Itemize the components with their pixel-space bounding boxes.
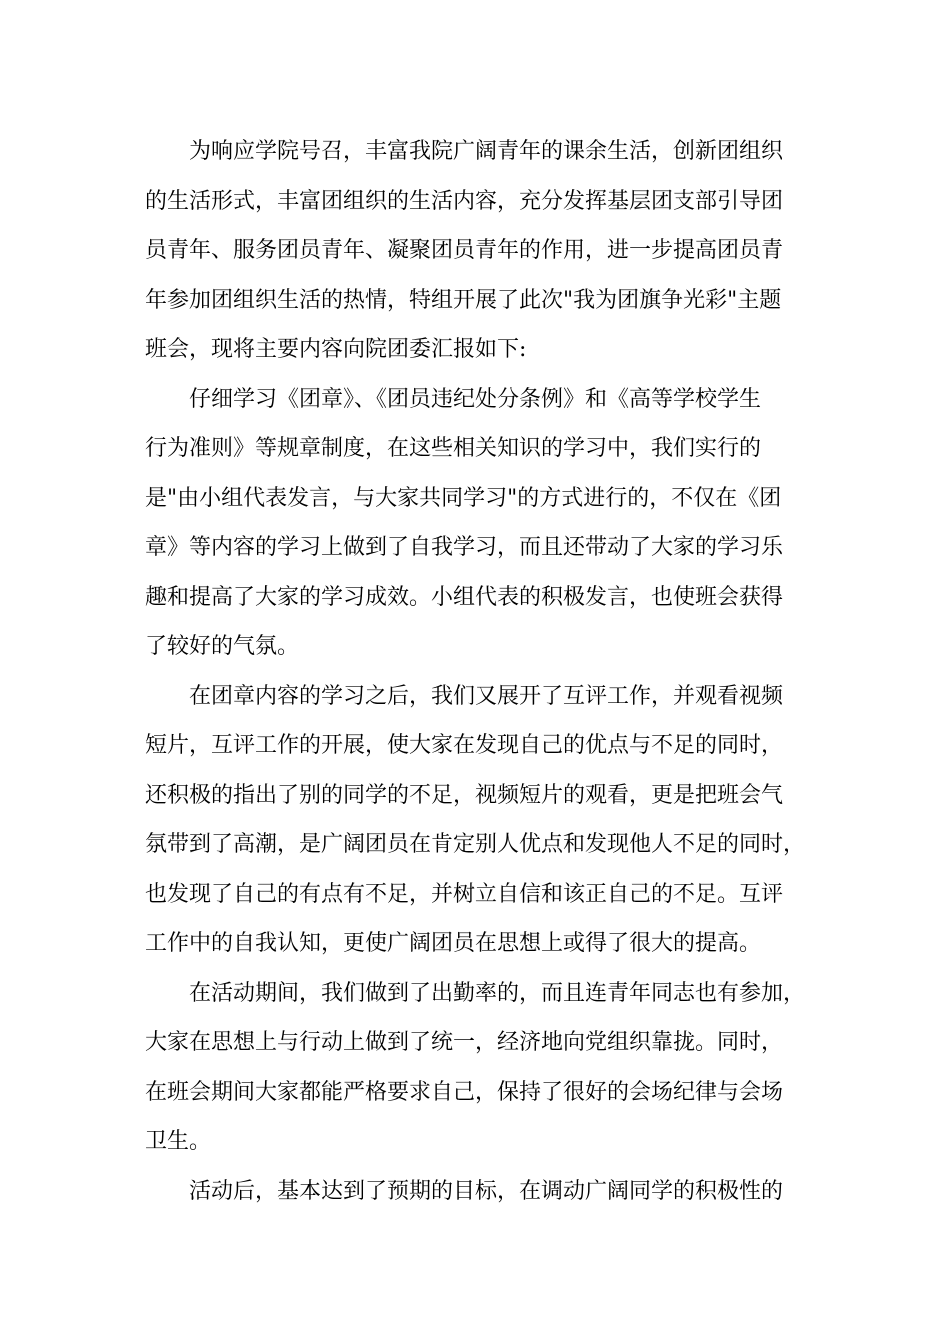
document-body <box>145 127 807 1216</box>
text-line: 章》等内容的学习上做到了自我学习，而且还带动了大家的学习乐 <box>145 535 784 560</box>
paragraph-3 <box>145 672 807 969</box>
text-line: 趣和提高了大家的学习成效。小组代表的积极发言，也使班会获得 <box>145 584 784 610</box>
text-line: 在团章内容的学习之后，我们又展开了互评工作，并观看视频 <box>189 683 784 709</box>
text-line: 卫生。 <box>145 1129 212 1154</box>
text-line: 为响应学院号召，丰富我院广阔青年的课余生活，创新团组织 <box>189 139 784 164</box>
text-line: 班会，现将主要内容向院团委汇报如下: <box>145 337 527 362</box>
text-line: 还积极的指出了别的同学的不足，视频短片的观看，更是把班会气 <box>145 782 784 808</box>
text-line: 在班会期间大家都能严格要求自己，保持了很好的会场纪律与会场 <box>145 1079 784 1105</box>
text-line: 了较好的气氛。 <box>145 634 300 659</box>
text-line: 大家在思想上与行动上做到了统一，经济地向党组织靠拢。同时， <box>145 1030 784 1055</box>
text-line: 年参加团组织生活的热情，特组开展了此次"我为团旗争光彩"主题 <box>145 287 782 313</box>
text-line: 是"由小组代表发言，与大家共同学习"的方式进行的，不仅在《团 <box>145 485 782 511</box>
text-line: 行为准则》等规章制度，在这些相关知识的学习中，我们实行的 <box>145 436 762 461</box>
paragraph-2 <box>145 375 807 672</box>
text-line: 的生活形式，丰富团组织的生活内容，充分发挥基层团支部引导团 <box>145 188 784 214</box>
paragraph-1 <box>145 127 807 375</box>
text-line: 也发现了自己的有点有不足，并树立自信和该正自己的不足。互评 <box>145 881 784 907</box>
paragraph-5 <box>145 1167 807 1217</box>
text-line: 工作中的自我认知，更使广阔团员在思想上或得了很大的提高。 <box>145 931 762 956</box>
paragraph-4 <box>145 969 807 1167</box>
text-line: 在活动期间，我们做到了出勤率的，而且连青年同志也有参加， <box>189 980 806 1006</box>
text-line: 活动后，基本达到了预期的目标，在调动广阔同学的积极性的 <box>189 1178 784 1204</box>
text-line: 员青年、服务团员青年、凝聚团员青年的作用，进一步提高团员青 <box>145 238 784 263</box>
text-line: 短片，互评工作的开展，使大家在发现自己的优点与不足的同时， <box>145 733 784 758</box>
text-line: 氛带到了高潮，是广阔团员在肯定别人优点和发现他人不足的同时， <box>145 832 806 857</box>
text-line: 仔细学习《团章》、《团员违纪处分条例》和《高等学校学生 <box>189 386 762 412</box>
